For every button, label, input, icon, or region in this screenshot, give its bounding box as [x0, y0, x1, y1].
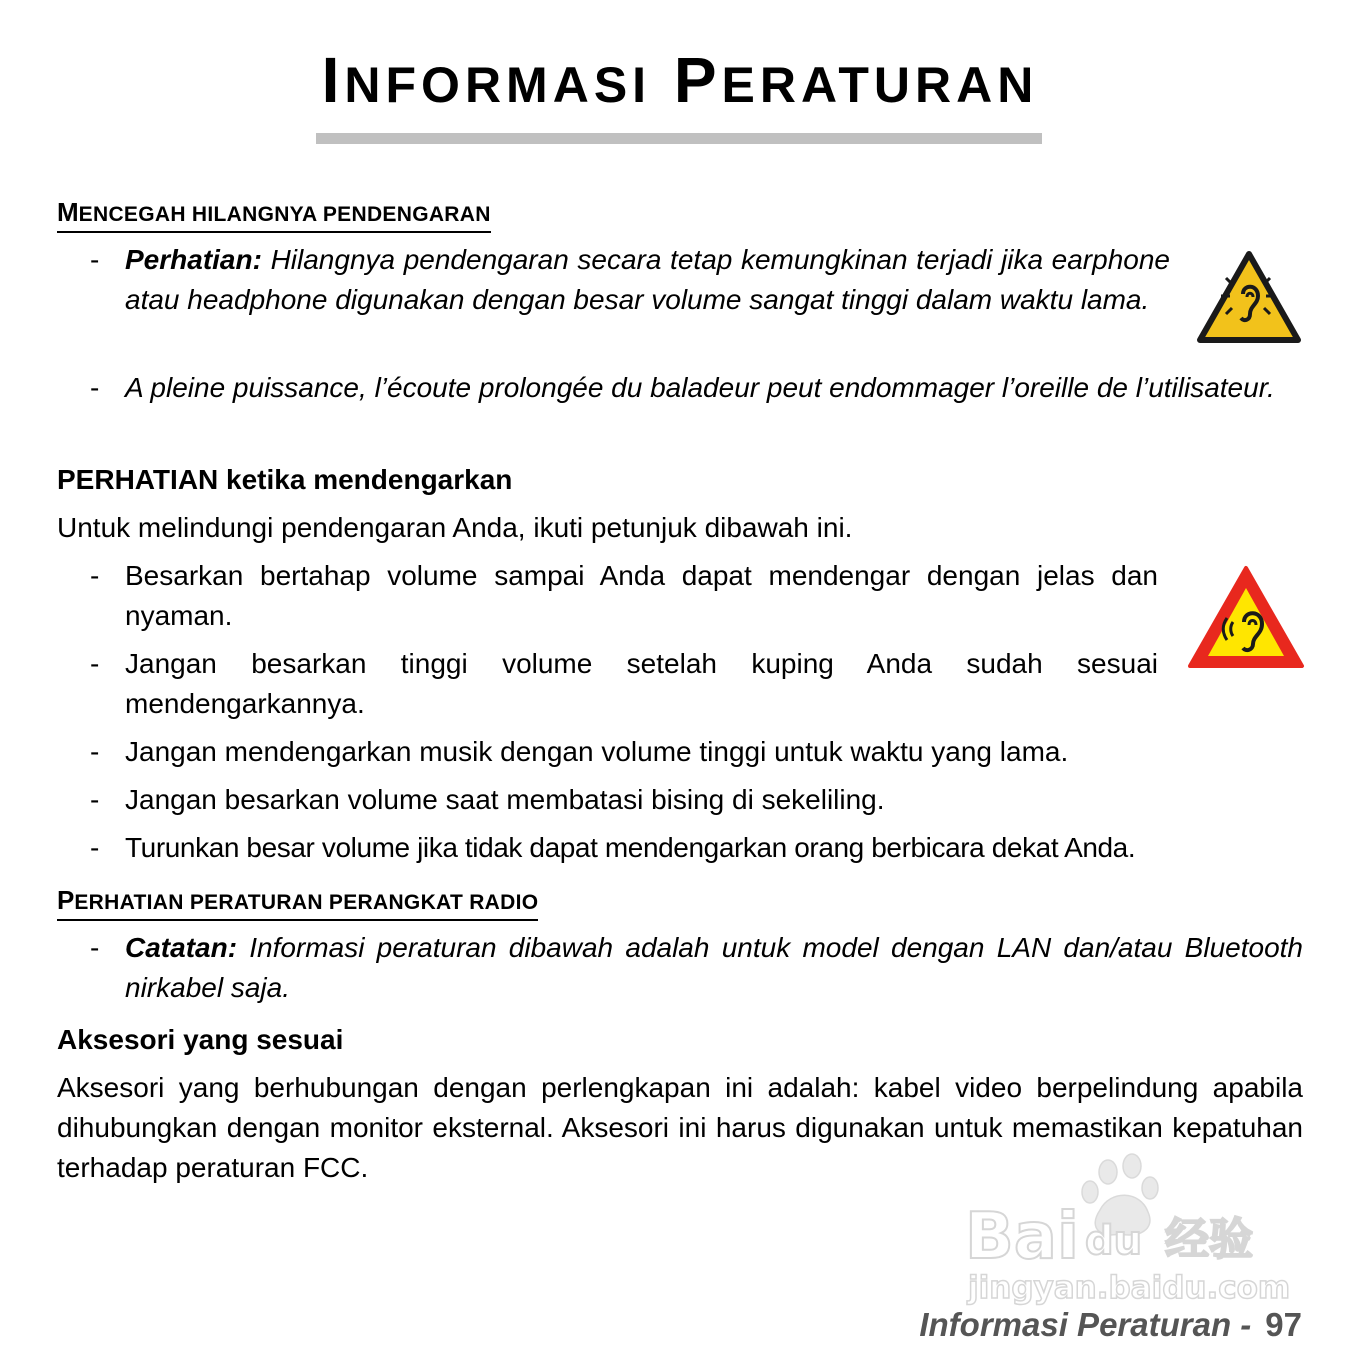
footer-title: Informasi Peraturan - [919, 1306, 1252, 1343]
accessories-text: Aksesori yang berhubungan dengan perlengkapan ini adalah: kabel video berpelindung apabila dihubungkan dengan monitor eksternal. Aksesori ini harus digunakan untuk memastikan kepatuhan terhadap peraturan FCC. [57, 1072, 1303, 1183]
list-item: - Jangan mendengarkan musik dengan volume tinggi untuk waktu yang lama. [90, 736, 1069, 767]
subheading-listening-caution: PERHATIAN ketika mendengarkan [57, 464, 513, 495]
title-underline [316, 133, 1042, 144]
intro-text: Untuk melindungi pendengaran Anda, ikuti petunjuk dibawah ini. [57, 512, 853, 543]
list-item: - Jangan besarkan volume saat membatasi bising di sekeliling. [90, 784, 885, 815]
list-item: - A pleine puissance, l’écoute prolongée du baladeur peut endommager l’oreille de l’utilisateur. [90, 372, 1275, 403]
list-item: - Turunkan besar volume jika tidak dapat mendengarkan orang berbicara dekat Anda. [90, 832, 1136, 863]
page-footer [919, 1305, 1302, 1345]
list-item: - Besarkan bertahap volume sampai Anda dapat mendengar dengan jelas dan nyaman. [90, 560, 1158, 631]
list-item: - Perhatian: Hilangnya pendengaran secara tetap kemungkinan terjadi jika earphone atau headphone digunakan dengan besar volume sangat tinggi dalam waktu lama. [90, 244, 1170, 315]
list-item: - Catatan: Informasi peraturan dibawah adalah untuk model dengan LAN dan/atau Bluetooth nirkabel saja. [90, 932, 1303, 1003]
baidu-watermark [960, 1150, 1290, 1310]
section-heading-hearing-loss: MENCEGAH HILANGNYA PENDENGARAN [57, 196, 491, 233]
svg-text:Bai: Bai [965, 1200, 1079, 1274]
ear-warning-icon [1186, 564, 1306, 670]
svg-text:jingyan.baidu.com: jingyan.baidu.com [968, 1270, 1290, 1306]
list-item: - Jangan besarkan tinggi volume setelah kuping Anda sudah sesuai mendengarkannya. [90, 648, 1158, 719]
svg-text:经验: 经验 [1165, 1214, 1253, 1265]
page-title: INFORMASI PERATURAN [321, 44, 1039, 116]
section-heading-radio-device: PERHATIAN PERATURAN PERANGKAT RADIO [57, 884, 538, 921]
hearing-warning-icon [1196, 250, 1302, 344]
page-number: 97 [1265, 1306, 1302, 1343]
svg-text:du: du [1085, 1218, 1143, 1264]
subheading-accessories: Aksesori yang sesuai [57, 1024, 344, 1055]
